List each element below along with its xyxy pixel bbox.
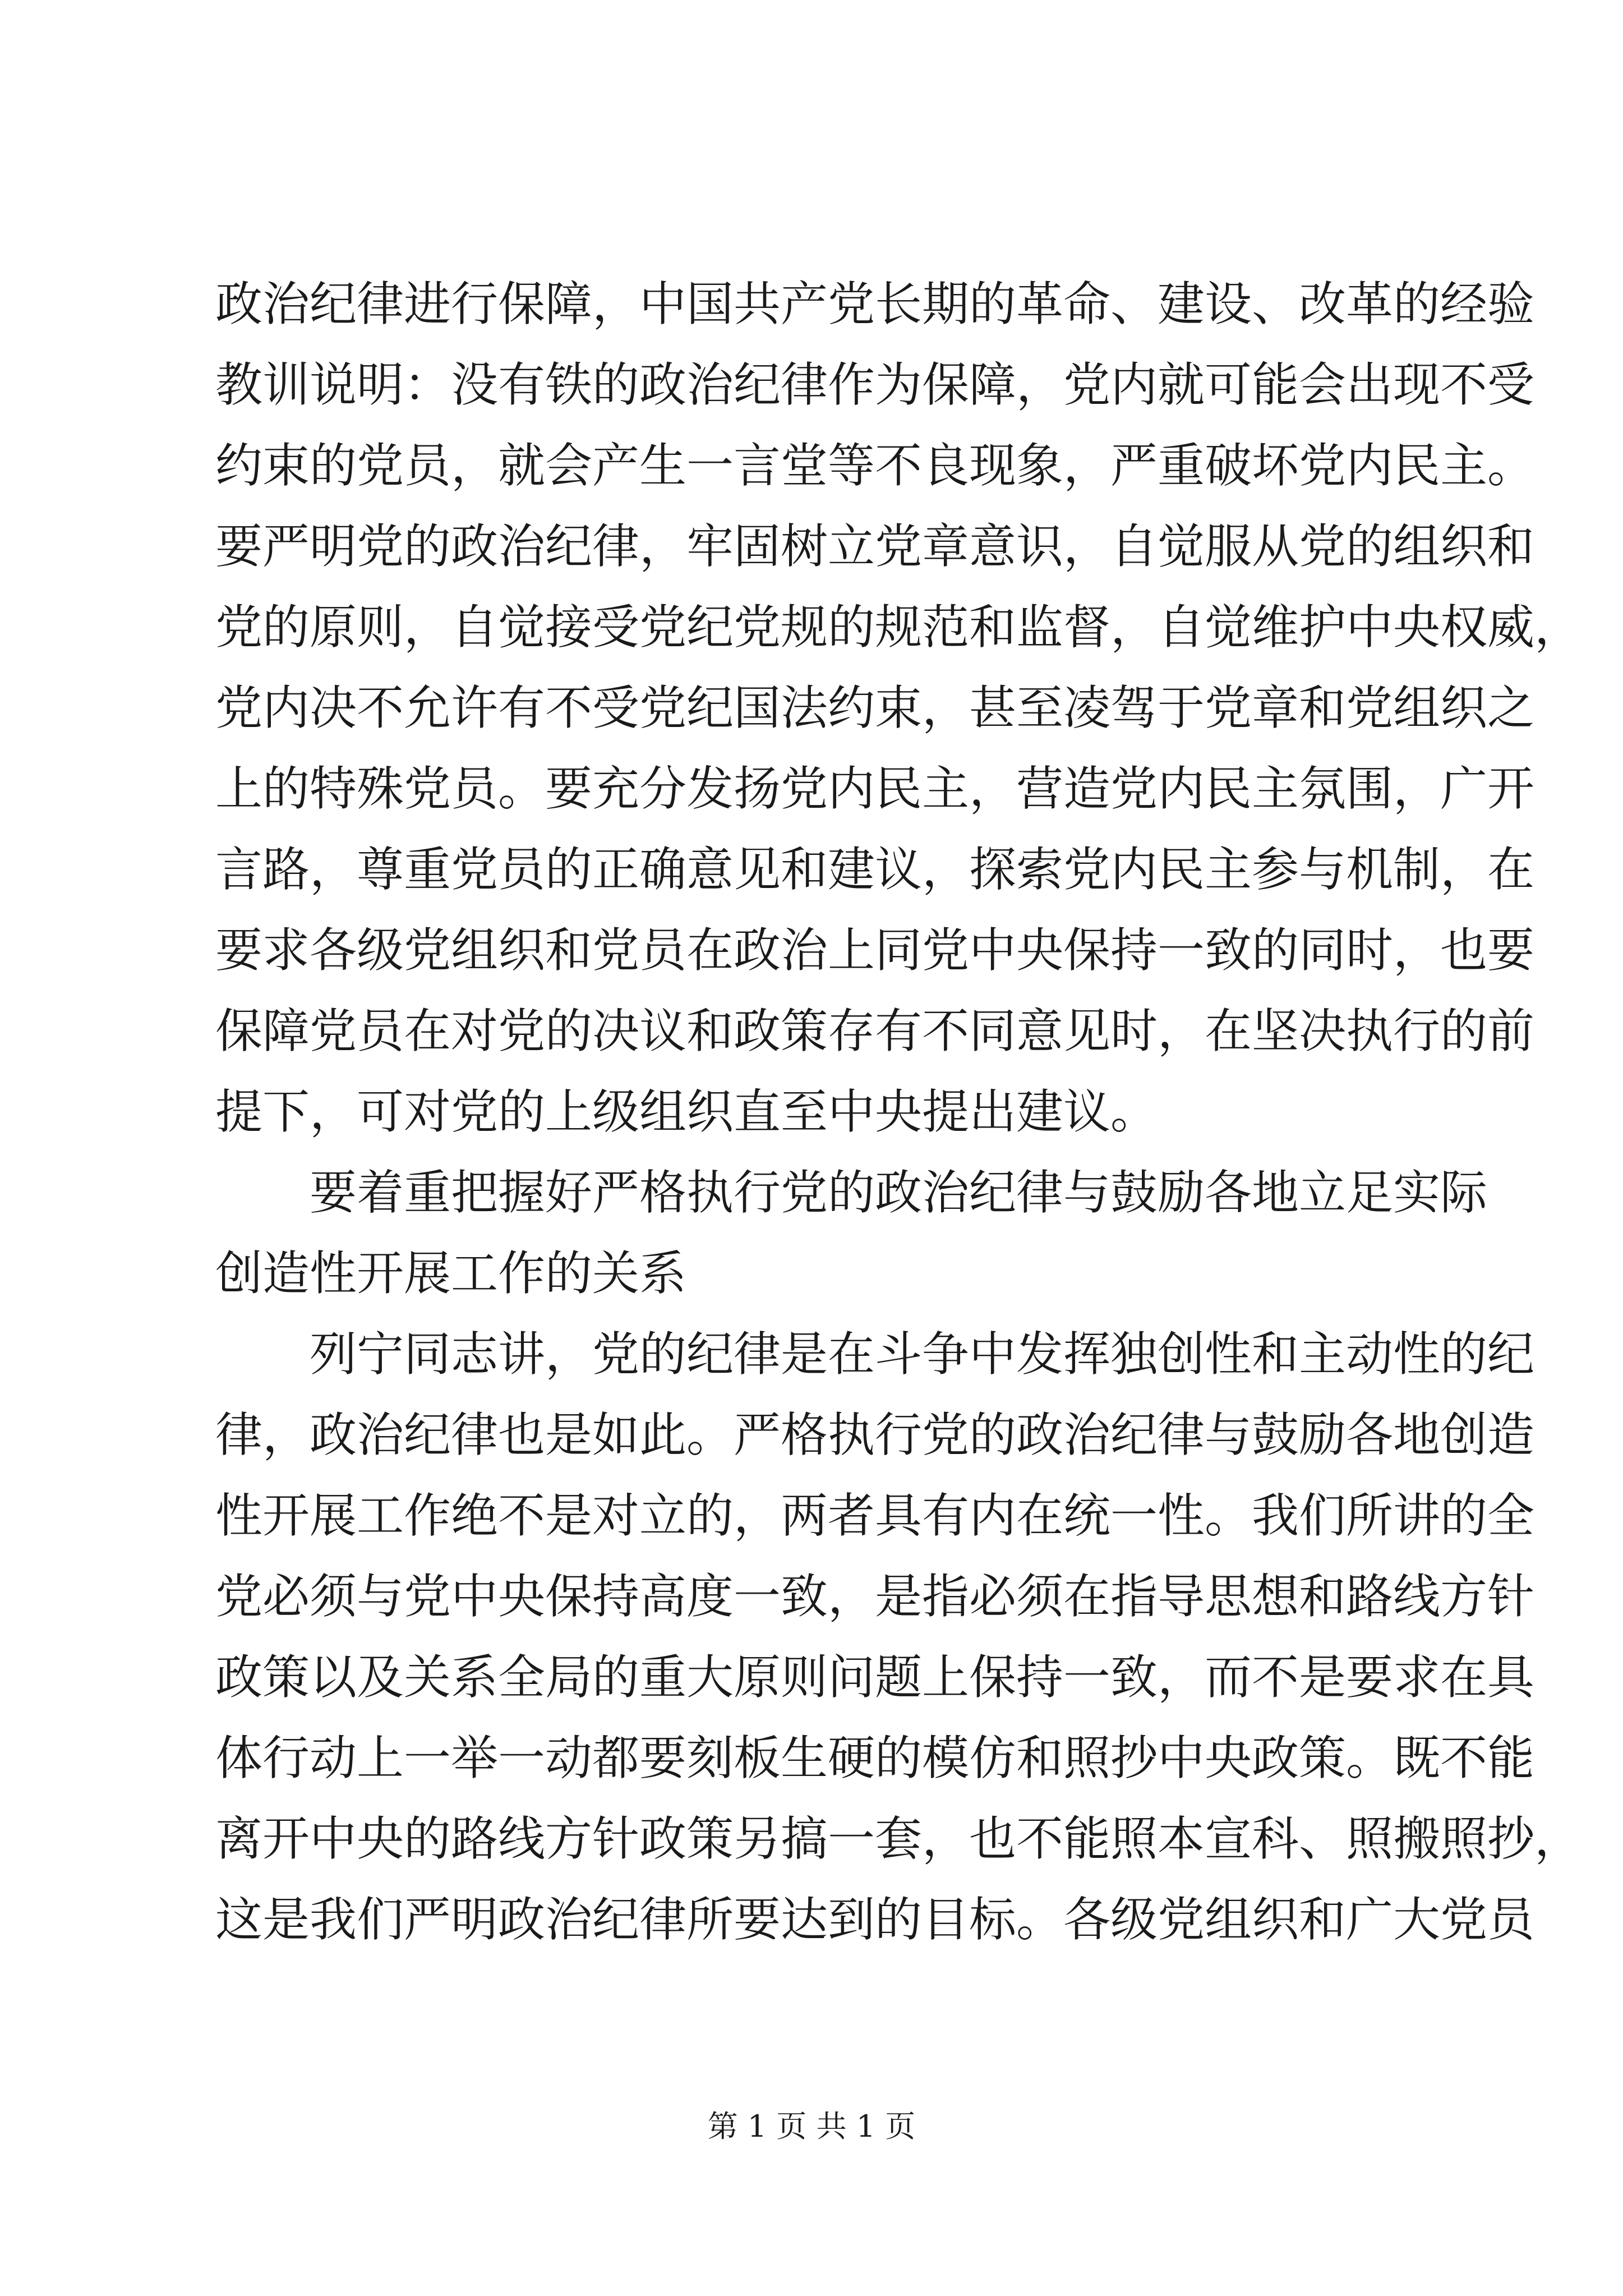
text-line: 约束的党员，就会产生一言堂等不良现象，严重破坏党内民主。 (215, 438, 1535, 493)
text-line: 言路，尊重党员的正确意见和建议，探索党内民主参与机制，在 (215, 842, 1535, 897)
text-line: 创造性开展工作的关系 (215, 1246, 687, 1301)
text-line: 上的特殊党员。要充分发扬党内民主，营造党内民主氛围，广开 (215, 761, 1535, 816)
text-line: 这是我们严明政治纪律所要达到的目标。各级党组织和广大党员 (215, 1892, 1535, 1947)
text-line: 性开展工作绝不是对立的，两者具有内在统一性。我们所讲的全 (215, 1488, 1535, 1543)
text-line: 提下，可对党的上级组织直至中央提出建议。 (215, 1084, 1158, 1139)
text-line: 政治纪律进行保障，中国共产党长期的革命、建设、改革的经验 (215, 277, 1535, 332)
text-line: 离开中央的路线方针政策另搞一套，也不能照本宣科、照搬照抄， (215, 1811, 1582, 1866)
text-line: 要着重把握好严格执行党的政治纪律与鼓励各地立足实际 (310, 1165, 1488, 1220)
text-line: 政策以及关系全局的重大原则问题上保持一致，而不是要求在具 (215, 1650, 1535, 1705)
text-line: 列宁同志讲，党的纪律是在斗争中发挥独创性和主动性的纪 (310, 1327, 1535, 1382)
text-line: 党必须与党中央保持高度一致，是指必须在指导思想和路线方针 (215, 1569, 1535, 1624)
page-footer: 第 1 页 共 1 页 (707, 2109, 916, 2144)
text-line: 党的原则，自觉接受党纪党规的规范和监督，自觉维护中央权威， (215, 600, 1582, 655)
document-body (215, 264, 1582, 1960)
text-line: 保障党员在对党的决议和政策存有不同意见时，在坚决执行的前 (215, 1004, 1535, 1059)
text-line: 律，政治纪律也是如此。严格执行党的政治纪律与鼓励各地创造 (215, 1407, 1535, 1462)
text-line: 要求各级党组织和党员在政治上同党中央保持一致的同时，也要 (215, 923, 1535, 978)
text-line: 党内决不允许有不受党纪国法约束，甚至凌驾于党章和党组织之 (215, 680, 1535, 735)
text-line: 教训说明：没有铁的政治纪律作为保障，党内就可能会出现不受 (215, 357, 1535, 412)
text-line: 要严明党的政治纪律，牢固树立党章意识，自觉服从党的组织和 (215, 519, 1535, 574)
text-line: 体行动上一举一动都要刻板生硬的模仿和照抄中央政策。既不能 (215, 1731, 1535, 1786)
